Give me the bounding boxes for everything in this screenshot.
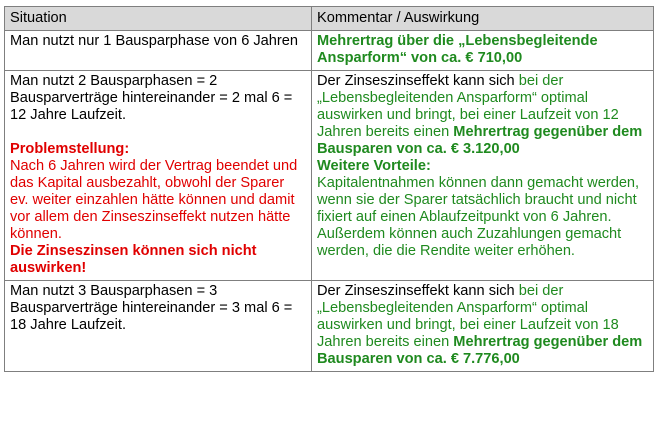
table-row: [5, 31, 654, 71]
column-header-situation: Situation: [5, 7, 312, 31]
comment-cell: [312, 71, 654, 281]
situation-cell: Man nutzt 3 Bausparphasen = 3 Bausparverträge hintereinander = 3 mal 6 = 18 Jahre Laufzeit.: [5, 281, 312, 372]
comment-text-green: bei der „Lebensbegleitenden Ansparform“ optimal auswirken und bringt, bei einer Laufzeit von 12 Jahren bereits einen: [317, 73, 619, 140]
comment-text-intro: Der Zinseszinseffekt kann sich: [317, 73, 515, 89]
situation-cell: Man nutzt nur 1 Bausparphase von 6 Jahren: [5, 31, 312, 71]
comment-cell: [312, 281, 654, 372]
comment-highlight: Mehrertrag gegenüber dem Bausparen von ca. € 3.120,00: [317, 124, 643, 157]
problem-title: Problemstellung:: [10, 141, 130, 157]
comment-text-green: bei der „Lebensbegleitenden Ansparform“ optimal auswirken und bringt, bei einer Laufzeit von 18 Jahren bereits einen: [317, 283, 619, 350]
comment-text: [317, 283, 648, 368]
table-header-row: [5, 7, 654, 31]
advantages-title: Weitere Vorteile:: [317, 158, 431, 174]
table-row: [5, 281, 654, 372]
comparison-table: [4, 6, 654, 372]
comment-text-intro: Der Zinseszinseffekt kann sich: [317, 283, 515, 299]
advantages-text-extra: Außerdem können auch Zuzahlungen gemacht werden, die die Rendite weiter erhöhen.: [317, 226, 622, 259]
comment-text: [317, 73, 648, 158]
problem-conclusion: Die Zinseszinsen können sich nicht auswirken!: [10, 243, 257, 276]
problem-text: Nach 6 Jahren wird der Vertrag beendet und das Kapital ausbezahlt, obwohl der Sparer ev. weiter einzahlen hätte können und damit vor allem den Zinseszinseffekt nutzen hätte können.: [10, 158, 298, 242]
comment-highlight: Mehrertrag gegenüber dem Bausparen von ca. € 7.776,00: [317, 334, 643, 367]
comment-highlight: Mehrertrag über die „Lebensbegleitende Ansparform“ von ca. € 710,00: [317, 33, 598, 66]
column-header-comment: Kommentar / Auswirkung: [312, 7, 654, 31]
situation-cell: [5, 71, 312, 281]
advantages-text: Kapitalentnahmen können dann gemacht werden, wenn sie der Sparer tatsächlich braucht und nicht fixiert auf einen Ablaufzeitpunkt von 6 Jahren.: [317, 175, 640, 225]
situation-text: Man nutzt 2 Bausparphasen = 2 Bausparverträge hintereinander = 2 mal 6 = 12 Jahre Laufzeit.: [10, 73, 293, 123]
comment-cell: [312, 31, 654, 71]
table-row: [5, 71, 654, 281]
